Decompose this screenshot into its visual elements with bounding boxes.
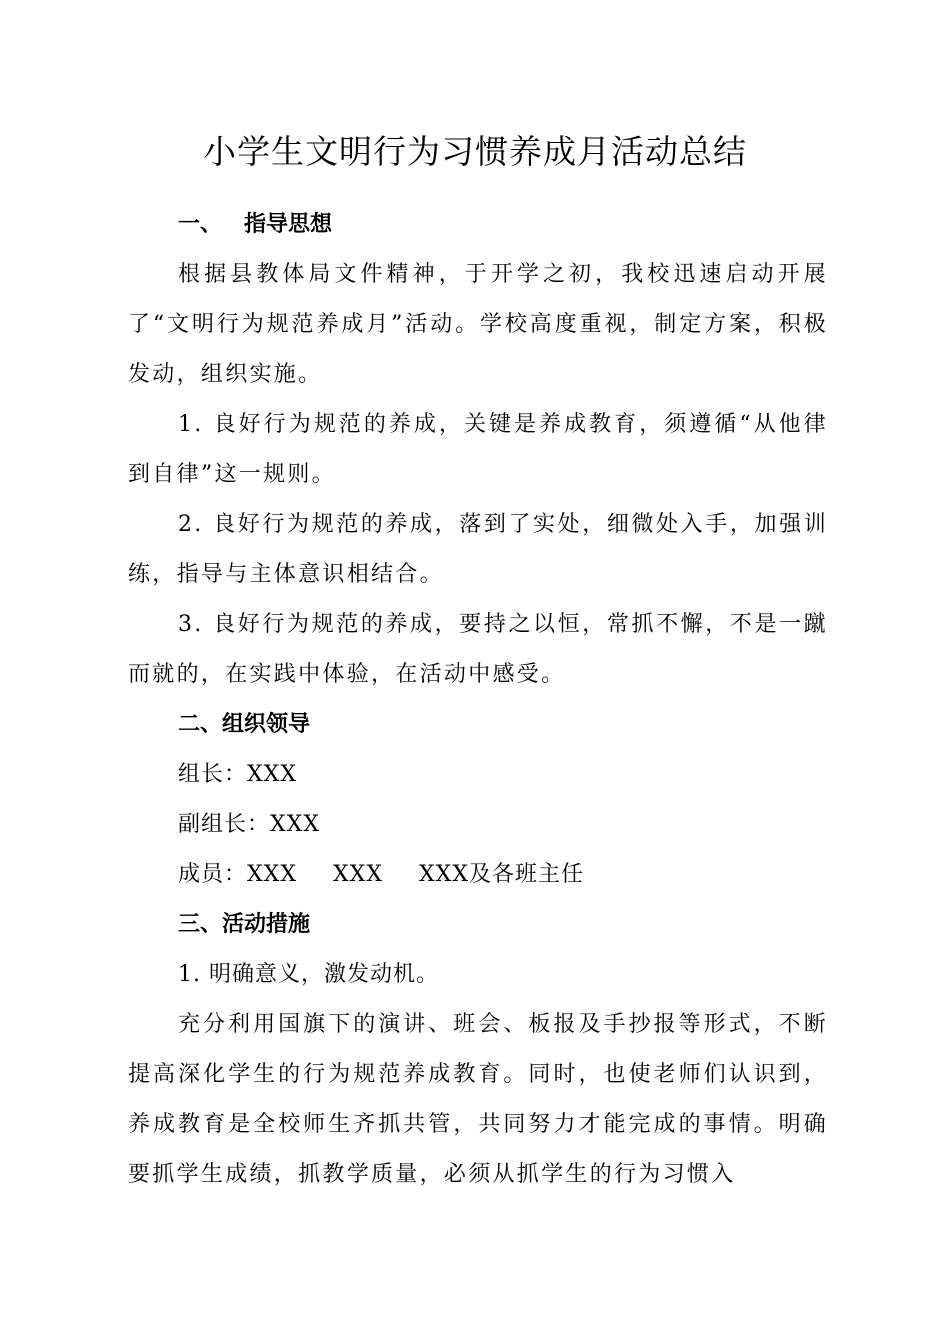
measure-paragraph: 充分利用国旗下的演讲、班会、板报及手抄报等形式，不断提高深化学生的行为规范养成教育。同时，也使老师们认识到，养成教育是全校师生齐抓共管，共同努力才能完成的事情。明确要抓学生成绩，抓教学质量，必须从抓学生的行为习惯入 [128, 1012, 828, 1187]
document-body [128, 200, 828, 1200]
intro-paragraph: 根据县教体局文件精神，于开学之初，我校迅速启动开展了“文明行为规范养成月”活动。学校高度重视，制定方案，积极发动，组织实施。 [128, 262, 828, 387]
section-heading-organization: 二、组织领导 [178, 712, 311, 737]
deputy-leader: 副组长：XXX [178, 812, 320, 837]
principle-item-3: 3. 良好行为规范的养成，要持之以恒，常抓不懈，不是一蹴而就的，在实践中体验，在活动中感受。 [128, 612, 828, 687]
principle-item-2: 2. 良好行为规范的养成，落到了实处，细微处入手，加强训练，指导与主体意识相结合。 [128, 512, 828, 587]
principle-item-1: 1. 良好行为规范的养成，关键是养成教育，须遵循“从他律到自律”这一规则。 [128, 412, 828, 487]
group-leader: 组长：XXX [178, 762, 297, 787]
section-heading-guiding-thought [128, 200, 828, 250]
measure-item-1: 1. 明确意义，激发动机。 [178, 962, 439, 987]
member-2: XXX [333, 862, 383, 887]
member-3: XXX及各班主任 [419, 862, 584, 887]
document-title: 小学生文明行为习惯养成月活动总结 [203, 132, 747, 171]
section-heading-measures: 三、活动措施 [178, 912, 311, 937]
section-number: 一、 [178, 212, 223, 237]
section-heading-text: 指导思想 [244, 212, 333, 237]
group-members [128, 850, 828, 900]
member-1: 成员：XXX [178, 862, 297, 887]
